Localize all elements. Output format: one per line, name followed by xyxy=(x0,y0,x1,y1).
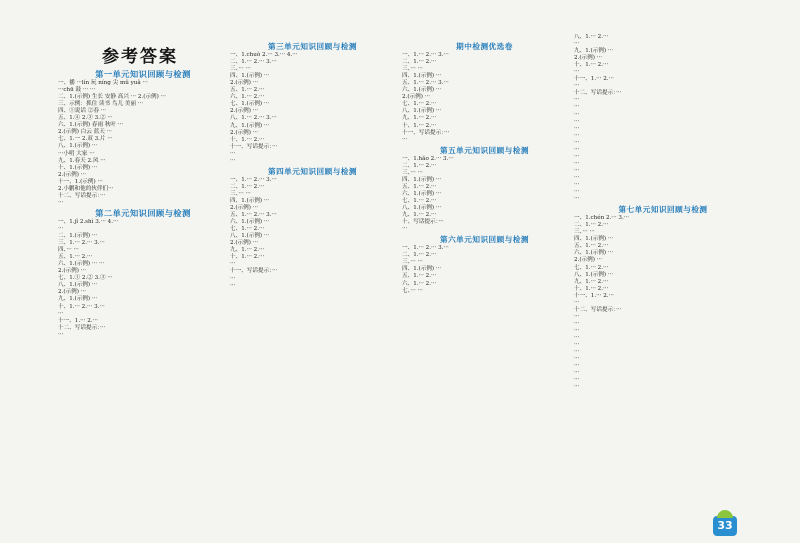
answer-line: 七、1.··· 2.··· xyxy=(402,197,437,204)
answer-line: 四、1.(示例) ··· xyxy=(230,73,270,80)
column-3 xyxy=(402,40,567,295)
answer-line: 六、1.(示例) ··· xyxy=(402,190,442,197)
answer-line: 三、··· ··· xyxy=(402,169,423,176)
answer-line: 三、··· ··· xyxy=(230,190,251,197)
answer-line: ··· xyxy=(402,226,408,233)
answer-line: 一、1.jǐ 2.shì 3.··· 4.··· xyxy=(58,218,119,225)
answer-line: 十一、1.··· 2.··· xyxy=(574,292,614,299)
answer-line: 九、1.(示例) ··· xyxy=(58,296,98,303)
answer-line: ··· xyxy=(574,377,580,384)
answer-line: 八、1.(示例) ··· xyxy=(402,205,442,212)
answer-line: 九、1.··· 2.··· xyxy=(402,115,437,122)
answer-line: 二、1.··· 2.··· xyxy=(402,162,437,169)
answer-line: 十、1.··· 2.··· xyxy=(574,62,609,69)
answer-line: 十一、写话提示：··· xyxy=(402,129,450,136)
answer-line: 2.(示例) ··· xyxy=(574,55,603,62)
answer-line: 四、①说话 ②春 ··· xyxy=(58,108,107,115)
answer-line: 五、1.··· 2.··· xyxy=(58,254,93,261)
answer-line: ··· xyxy=(574,334,580,341)
answer-line: ··· xyxy=(574,174,580,181)
section-1-lines xyxy=(58,80,228,207)
answer-line: ··· xyxy=(574,104,580,111)
answer-line: 十一、1.··· 2.··· xyxy=(58,317,98,324)
answer-line: 四、1.(示例) ··· xyxy=(574,236,614,243)
answer-line: 四、1.(示例) ··· xyxy=(402,176,442,183)
answer-line: 八、1.··· 2.··· 3.··· xyxy=(230,115,277,122)
answer-line: ··· xyxy=(574,327,580,334)
answer-line: 九、1.··· 2.··· xyxy=(574,278,609,285)
answer-line: ··· xyxy=(574,363,580,370)
answer-line: 二、1.(示例) ··· xyxy=(58,233,98,240)
answer-line: 七、1.··· 2.··· xyxy=(230,226,265,233)
column-2 xyxy=(230,40,395,290)
section-heading: 第五单元知识回顾与检测 xyxy=(439,145,530,155)
answer-line: 一、1.chén 2.··· 3.··· xyxy=(574,215,630,222)
answer-line: ··· xyxy=(230,282,236,289)
answer-line: 十一、写话提示：··· xyxy=(230,268,278,275)
answer-line: 八、1.(示例) ··· xyxy=(58,143,98,150)
answer-line: 八、1.(示例) ··· xyxy=(58,282,98,289)
answer-line: ··· xyxy=(574,118,580,125)
answer-line: 三、示例：抓住 读书 鸟儿 美丽 ··· xyxy=(58,101,144,108)
answer-line: ··· xyxy=(230,275,236,282)
answer-line: 2.(示例) ··· xyxy=(230,129,259,136)
answer-line: ··· xyxy=(574,132,580,139)
answer-line: ··· xyxy=(574,41,580,48)
answer-line: 七、1.一 2.双 3.片 ··· xyxy=(58,136,113,143)
answer-line: 五、1.··· 2.··· 3.··· xyxy=(402,80,449,87)
answer-line: ··· xyxy=(574,384,580,391)
answer-line: 2.小鹏和他的伙伴们··· xyxy=(58,185,114,192)
answer-line: ··· xyxy=(574,370,580,377)
answer-line: ···chū 鼓 ··· ··· xyxy=(58,87,96,94)
page-title: 参考答案 xyxy=(102,47,178,67)
answer-line: 2.(示例) 白云 蓝天 ··· xyxy=(58,129,112,136)
answer-line: 四、1.(示例) ··· xyxy=(230,197,270,204)
answer-line: 十、1.··· 2.··· xyxy=(574,285,609,292)
answer-line: 八、1.(示例) ··· xyxy=(230,233,270,240)
section-2-lines xyxy=(58,219,228,339)
answer-line: 二、1.··· 2.··· xyxy=(402,252,437,259)
answer-line: 二、1.(示例) 生长 安静 高兴 ··· 2.(示例) ··· xyxy=(58,94,166,101)
page-number-badge xyxy=(713,516,737,536)
answer-line: 二、1.··· 2.··· xyxy=(230,183,265,190)
answer-line: 八、1.··· 2.··· xyxy=(574,34,609,40)
answer-line: 四、1.(示例) ··· xyxy=(402,73,442,80)
answer-line: 三、··· ··· xyxy=(574,229,595,236)
answer-line: ··· xyxy=(574,160,580,167)
answer-line: ··· xyxy=(58,199,64,206)
answer-line: ··· xyxy=(574,97,580,104)
answer-line: 2.(示例) ··· xyxy=(402,94,431,101)
answer-line: 2.(示例) ··· xyxy=(230,80,259,87)
answer-line: ··· xyxy=(574,167,580,174)
answer-line: 五、1.④ 2.③ 3.② ··· xyxy=(58,115,113,122)
answer-line: ··· xyxy=(230,150,236,157)
answer-line: 2.(示例) ··· xyxy=(58,268,87,275)
answer-line: 十一、1.··· 2.··· xyxy=(574,76,614,83)
answer-line: ··· xyxy=(574,139,580,146)
answer-line: 十、1.··· 2.··· xyxy=(402,122,437,129)
answer-line: 十、写话提示：··· xyxy=(402,219,444,226)
answer-line: 六、1.(示例) ··· xyxy=(230,219,270,226)
answer-line: 六、1.(示例) ··· xyxy=(402,87,442,94)
answer-line: 九、1.··· 2.··· xyxy=(230,247,265,254)
answer-line: 一、1.··· 2.··· 3.··· xyxy=(402,245,449,252)
answer-line: 七、1.··· 2.··· xyxy=(574,264,609,271)
answer-line: 三、1.··· 2.··· 3.··· xyxy=(58,240,105,247)
answer-line: ··· xyxy=(574,69,580,76)
answer-line: ···小明 大家 ··· xyxy=(58,150,95,157)
answer-line: 六、1.··· 2.··· xyxy=(230,94,265,101)
answer-line: ··· xyxy=(574,111,580,118)
answer-line: 二、1.··· 2.··· 3.··· xyxy=(230,59,277,66)
section-heading: 第一单元知识回顾与检测 xyxy=(95,69,191,79)
column-4 xyxy=(574,34,752,391)
section-5-lines xyxy=(402,52,567,144)
answer-line: 九、1.(示例) ··· xyxy=(574,48,614,55)
answer-line: 四、1.(示例) ··· xyxy=(402,266,442,273)
answer-line: 2.(示例) ··· xyxy=(230,205,259,212)
answer-line: 六、1.··· 2.··· xyxy=(402,280,437,287)
answer-line: 三、··· ··· xyxy=(230,66,251,73)
answer-line: 五、1.··· 2.··· xyxy=(402,273,437,280)
answer-line: 一、1.··· 2.··· 3.··· xyxy=(402,52,449,59)
answer-line: 2.(示例) ··· xyxy=(230,108,259,115)
answer-line: ··· xyxy=(574,356,580,363)
answer-line: 2.(示例) ··· xyxy=(58,289,87,296)
answer-line: 十一、写话提示：··· xyxy=(230,143,278,150)
answer-line: ··· xyxy=(402,136,408,143)
answer-line: 十、1.··· 2.··· xyxy=(230,136,265,143)
answer-line: ··· xyxy=(574,125,580,132)
answer-line: 八、1.(示例) ··· xyxy=(574,271,614,278)
answer-line: 六、1.(示例) ··· xyxy=(574,250,614,257)
answer-line: ··· xyxy=(574,146,580,153)
answer-line: ··· xyxy=(574,189,580,196)
answer-line: ··· xyxy=(230,261,236,268)
answer-line: ··· xyxy=(574,153,580,160)
column-1 xyxy=(58,68,228,339)
answer-line: ··· xyxy=(574,299,580,306)
answer-line: ··· xyxy=(574,313,580,320)
answer-line: 十二、写话提示：··· xyxy=(58,324,106,331)
answer-line: 2.(示例) ··· xyxy=(58,171,87,178)
answer-line: 三、··· ··· xyxy=(402,259,423,266)
answer-line: 九、1.(示例) ··· xyxy=(230,122,270,129)
answer-line: 三、··· ··· xyxy=(402,66,423,73)
answer-line: 2.(示例) ··· xyxy=(230,240,259,247)
section-3-lines xyxy=(230,52,395,165)
answer-line: 二、1.··· 2.··· xyxy=(402,59,437,66)
section-heading: 第六单元知识回顾与检测 xyxy=(439,235,530,245)
answer-line: ··· xyxy=(574,181,580,188)
answer-line: 十二、写话提示：··· xyxy=(574,90,622,97)
section-heading: 第三单元知识回顾与检测 xyxy=(267,42,358,51)
answer-line: ··· xyxy=(574,196,580,203)
section-6-lines xyxy=(402,156,567,234)
answer-line: ··· xyxy=(574,320,580,327)
answer-line: ··· xyxy=(58,225,64,232)
answer-line: 二、1.··· 2.··· xyxy=(574,222,609,229)
answer-line: 六、1.(示例) ··· ··· xyxy=(58,261,105,268)
answer-line: ··· xyxy=(58,310,64,317)
section-heading: 第二单元知识回顾与检测 xyxy=(95,207,191,218)
answer-line: 十、1.··· 2.··· 3.··· xyxy=(58,303,105,310)
answer-line: 六、1.(示例) 春雨 秋叶 ··· xyxy=(58,122,124,129)
answer-line: 七、1.··· 2.··· xyxy=(402,101,437,108)
answer-line: 十、1.(示例) ··· xyxy=(58,164,98,171)
answer-line: 五、1.··· 2.··· xyxy=(574,243,609,250)
answer-line: 八、1.(示例) ··· xyxy=(402,108,442,115)
answer-line: 一、1.hǎo 2.··· 3.··· xyxy=(402,155,454,162)
answer-line: 一、播 ···lín 玩 níng 尖 mǔ yuǎ ··· xyxy=(58,80,148,87)
answer-line: ··· xyxy=(58,331,64,338)
answer-line: 七、··· ··· xyxy=(402,287,423,294)
answer-line: 十一、1.(示例) ··· xyxy=(58,178,103,185)
section-bottom-lines xyxy=(574,215,752,391)
section-4-lines xyxy=(230,177,395,290)
section-top-lines xyxy=(574,34,752,203)
answer-line: 一、1.chuò 2.··· 3.··· 4.··· xyxy=(230,52,298,59)
answer-line: 五、1.··· 2.··· xyxy=(230,87,265,94)
answer-line: 2.(示例) ··· xyxy=(574,257,603,264)
answer-line: 五、1.··· 2.··· xyxy=(402,183,437,190)
answer-line: 九、1.春天 2.风 ··· xyxy=(58,157,106,164)
answer-line: 十二、写话提示：··· xyxy=(574,306,622,313)
page-number: 33 xyxy=(717,519,733,532)
answer-line: 五、1.··· 2.··· 3.··· xyxy=(230,212,277,219)
section-heading: 第七单元知识回顾与检测 xyxy=(618,205,708,215)
answer-line: ··· xyxy=(574,83,580,90)
answer-line: ··· xyxy=(230,157,236,164)
section-heading: 第四单元知识回顾与检测 xyxy=(267,166,358,176)
answer-line: 十、1.··· 2.··· xyxy=(230,254,265,261)
section-heading: 期中检测优选卷 xyxy=(456,42,513,51)
answer-line: 十二、写话提示：··· xyxy=(58,192,106,199)
answer-line: 一、1.··· 2.··· 3.··· xyxy=(230,176,277,183)
answer-line: ··· xyxy=(574,349,580,356)
section-7-lines xyxy=(402,245,567,294)
answer-line: ··· xyxy=(574,342,580,349)
answer-line: 七、1.① 2.② 3.③ ··· xyxy=(58,275,113,282)
answer-line: 四、··· ··· xyxy=(58,247,79,254)
answer-line: 七、1.(示例) ··· xyxy=(230,101,270,108)
answer-line: 九、1.··· 2.··· xyxy=(402,212,437,219)
